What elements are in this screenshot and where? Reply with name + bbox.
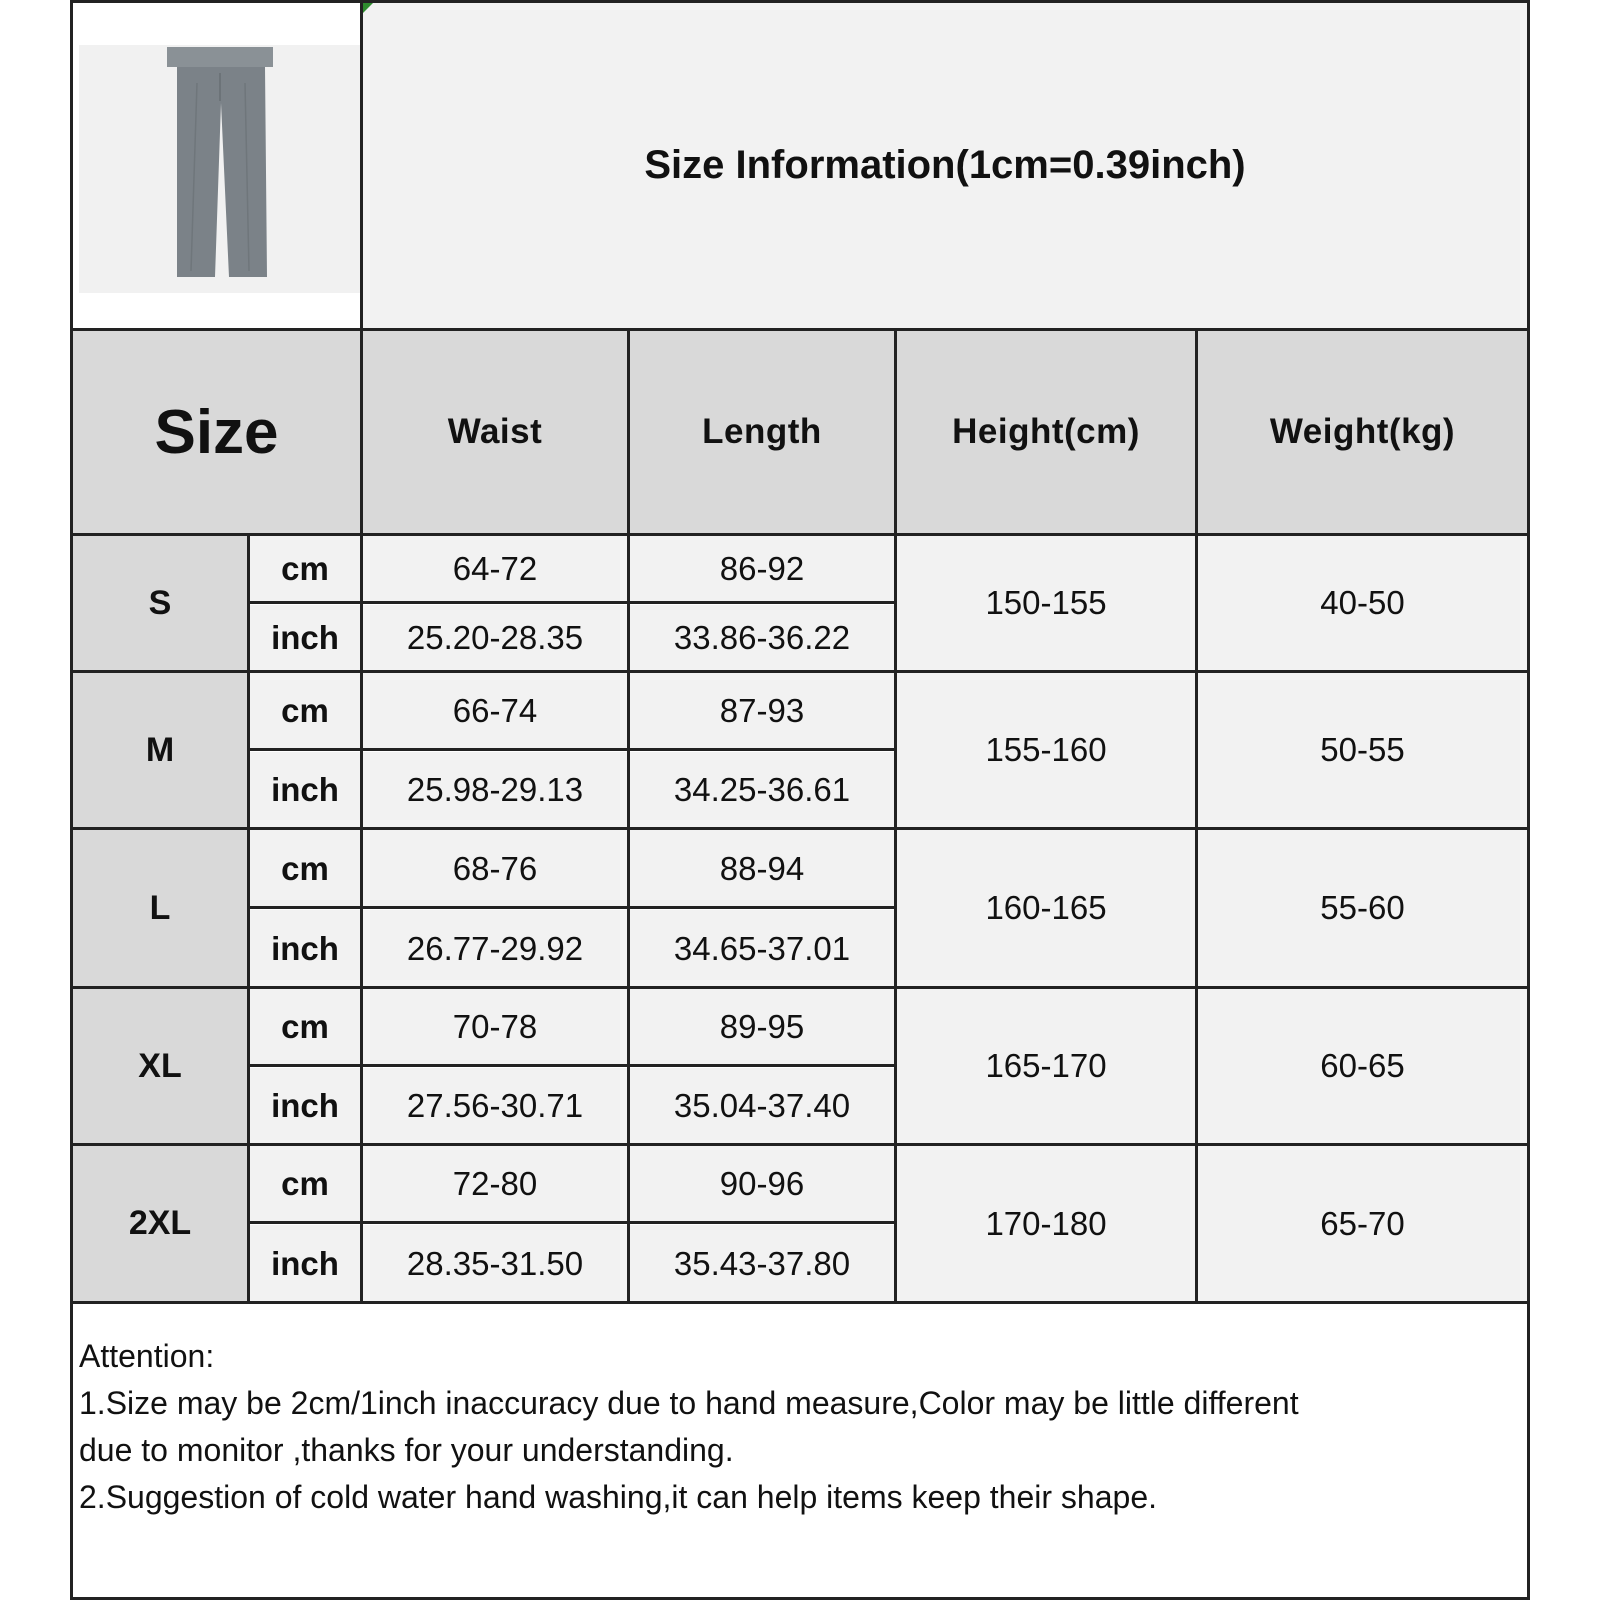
- attention-line-3: 2.Suggestion of cold water hand washing,it can help items keep their shape.: [79, 1479, 1157, 1515]
- height-value: 155-160: [897, 673, 1195, 827]
- length-cm-value: 90-96: [630, 1146, 894, 1222]
- length-cm-value: 87-93: [630, 673, 894, 749]
- grid-line: [250, 601, 897, 604]
- size-label: S: [73, 536, 247, 670]
- unit-inch: inch: [250, 605, 360, 671]
- title-cell: [363, 3, 1527, 328]
- grid-line: [250, 906, 897, 909]
- unit-inch: inch: [250, 1225, 360, 1302]
- unit-inch: inch: [250, 752, 360, 828]
- grid-line: [73, 1143, 1527, 1146]
- size-label: 2XL: [73, 1146, 247, 1301]
- grid-line: [73, 1301, 1527, 1304]
- length-cm-value: 89-95: [630, 989, 894, 1065]
- weight-value: 55-60: [1198, 830, 1527, 986]
- length-inch-value: 35.04-37.40: [630, 1068, 894, 1144]
- length-inch-value: 35.43-37.80: [630, 1225, 894, 1302]
- page-title: Size Information(1cm=0.39inch): [644, 143, 1246, 187]
- size-label: L: [73, 830, 247, 986]
- unit-cm: cm: [250, 989, 360, 1065]
- waist-inch-value: 25.98-29.13: [363, 752, 627, 828]
- product-photo: [73, 3, 361, 333]
- grid-line: [250, 1221, 897, 1224]
- attention-notes: [79, 1333, 1519, 1521]
- grid-line: [360, 3, 363, 1304]
- unit-cm: cm: [250, 830, 360, 907]
- length-inch-value: 33.86-36.22: [630, 605, 894, 671]
- unit-inch: inch: [250, 910, 360, 987]
- length-cm-value: 88-94: [630, 830, 894, 907]
- waist-inch-value: 27.56-30.71: [363, 1068, 627, 1144]
- header-waist: Waist: [363, 331, 627, 533]
- attention-line-2: due to monitor ,thanks for your understanding.: [79, 1432, 734, 1468]
- waist-cm-value: 70-78: [363, 989, 627, 1065]
- grid-line: [250, 1064, 897, 1067]
- weight-value: 65-70: [1198, 1146, 1527, 1301]
- header-height: Height(cm): [897, 331, 1195, 533]
- size-label: XL: [73, 989, 247, 1143]
- height-value: 165-170: [897, 989, 1195, 1143]
- length-inch-value: 34.65-37.01: [630, 910, 894, 987]
- height-value: 160-165: [897, 830, 1195, 986]
- waist-cm-value: 72-80: [363, 1146, 627, 1222]
- unit-inch: inch: [250, 1068, 360, 1144]
- grid-line: [73, 328, 1527, 331]
- waist-cm-value: 68-76: [363, 830, 627, 907]
- length-cm-value: 86-92: [630, 536, 894, 602]
- grid-line: [73, 670, 1527, 673]
- height-value: 170-180: [897, 1146, 1195, 1301]
- attention-line-1: 1.Size may be 2cm/1inch inaccuracy due to hand measure,Color may be little different: [79, 1385, 1299, 1421]
- grid-line: [250, 748, 897, 751]
- size-label: M: [73, 673, 247, 827]
- height-value: 150-155: [897, 536, 1195, 670]
- grid-line: [247, 533, 250, 1304]
- waist-inch-value: 26.77-29.92: [363, 910, 627, 987]
- unit-cm: cm: [250, 1146, 360, 1222]
- grid-line: [894, 328, 897, 1304]
- weight-value: 60-65: [1198, 989, 1527, 1143]
- weight-value: 50-55: [1198, 673, 1527, 827]
- grid-line: [627, 328, 630, 1304]
- pants-icon: [161, 43, 281, 283]
- grid-line: [73, 533, 1527, 536]
- unit-cm: cm: [250, 536, 360, 602]
- grid-line: [73, 986, 1527, 989]
- header-weight: Weight(kg): [1198, 331, 1527, 533]
- header-length: Length: [630, 331, 894, 533]
- waist-cm-value: 64-72: [363, 536, 627, 602]
- grid-line: [1195, 328, 1198, 1304]
- waist-inch-value: 28.35-31.50: [363, 1225, 627, 1302]
- size-chart: [70, 0, 1530, 1600]
- grid-line: [73, 827, 1527, 830]
- weight-value: 40-50: [1198, 536, 1527, 670]
- unit-cm: cm: [250, 673, 360, 749]
- size-header: Size: [73, 331, 360, 533]
- length-inch-value: 34.25-36.61: [630, 752, 894, 828]
- waist-inch-value: 25.20-28.35: [363, 605, 627, 671]
- waist-cm-value: 66-74: [363, 673, 627, 749]
- attention-heading: Attention:: [79, 1338, 215, 1374]
